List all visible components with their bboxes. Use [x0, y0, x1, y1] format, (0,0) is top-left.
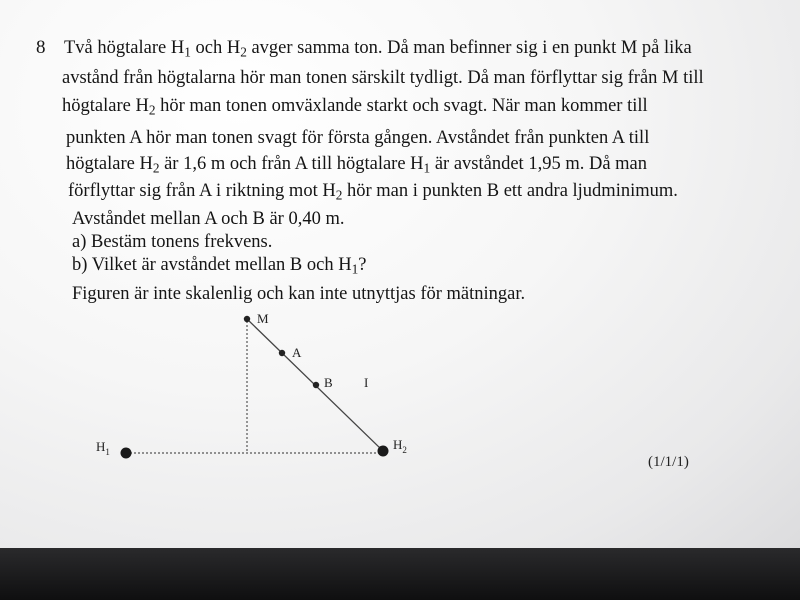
- score-label: (1/1/1): [648, 454, 689, 470]
- subscript: 2: [335, 187, 343, 203]
- text-segment: Figuren är inte skalenlig och kan inte utnyttjas för mätningar.: [72, 284, 526, 304]
- point-A: [279, 350, 285, 356]
- text-segment: hör man i punkten B ett andra ljudminimum.: [342, 181, 678, 201]
- subscript: 1: [351, 261, 359, 277]
- subscript: 1: [423, 160, 431, 176]
- subscript: 2: [240, 44, 247, 60]
- problem-line-8: [72, 231, 272, 253]
- label-A: A: [292, 345, 302, 360]
- label-M: M: [257, 311, 269, 326]
- text-segment: Avståndet mellan A och B är 0,40 m.: [72, 209, 345, 229]
- text-segment: är 1,6 m och från A till högtalare H: [159, 154, 424, 174]
- speaker-H1: [121, 448, 132, 459]
- text-segment: punkten A hör man tonen svagt för första gången. Avståndet från punkten A till: [66, 128, 650, 148]
- text-segment: b) Vilket är avståndet mellan B och H: [72, 255, 352, 275]
- problem-line-4: [66, 127, 649, 149]
- speaker-figure: [80, 305, 480, 480]
- problem-text: [36, 0, 796, 310]
- point-B: [313, 382, 319, 388]
- text-segment: avger samma ton. Då man befinner sig i en punkt M på lika: [246, 38, 692, 58]
- text-segment: högtalare H: [62, 96, 149, 116]
- text-segment: högtalare H: [66, 154, 153, 174]
- text-segment: ?: [358, 255, 367, 275]
- problem-line-5: [66, 153, 647, 175]
- text-segment: a) Bestäm tonens frekvens.: [72, 232, 273, 252]
- speaker-H2: [378, 446, 389, 457]
- subscript: 1: [184, 44, 191, 60]
- label-H1: $H_1$: [96, 439, 110, 457]
- monitor-bezel: [0, 548, 800, 600]
- text-cursor-mark: I: [364, 375, 369, 390]
- text-segment: och H: [190, 38, 241, 58]
- text-segment: förflyttar sig från A i riktning mot H: [68, 181, 336, 201]
- problem-line-6: [68, 180, 678, 202]
- subscript: 2: [148, 102, 156, 118]
- point-M: [244, 316, 250, 322]
- problem-line-9: [72, 254, 366, 276]
- label-B: B: [324, 375, 333, 390]
- problem-line-1: [64, 37, 692, 59]
- problem-line-7: [72, 208, 345, 230]
- text-segment: är avståndet 1,95 m. Då man: [430, 154, 647, 174]
- text-segment: Två högtalare H: [64, 38, 185, 58]
- text-segment: avstånd från högtalarna hör man tonen särskilt tydligt. Då man förflyttar sig från M till: [62, 68, 704, 88]
- label-H2: $H_2$: [393, 437, 407, 455]
- problem-number: 8: [36, 37, 46, 58]
- problem-line-10: [72, 283, 525, 305]
- problem-line-2: [62, 67, 704, 89]
- problem-line-3: [62, 95, 648, 117]
- subscript: 2: [152, 160, 160, 176]
- text-segment: hör man tonen omväxlande starkt och svagt. När man kommer till: [155, 96, 648, 116]
